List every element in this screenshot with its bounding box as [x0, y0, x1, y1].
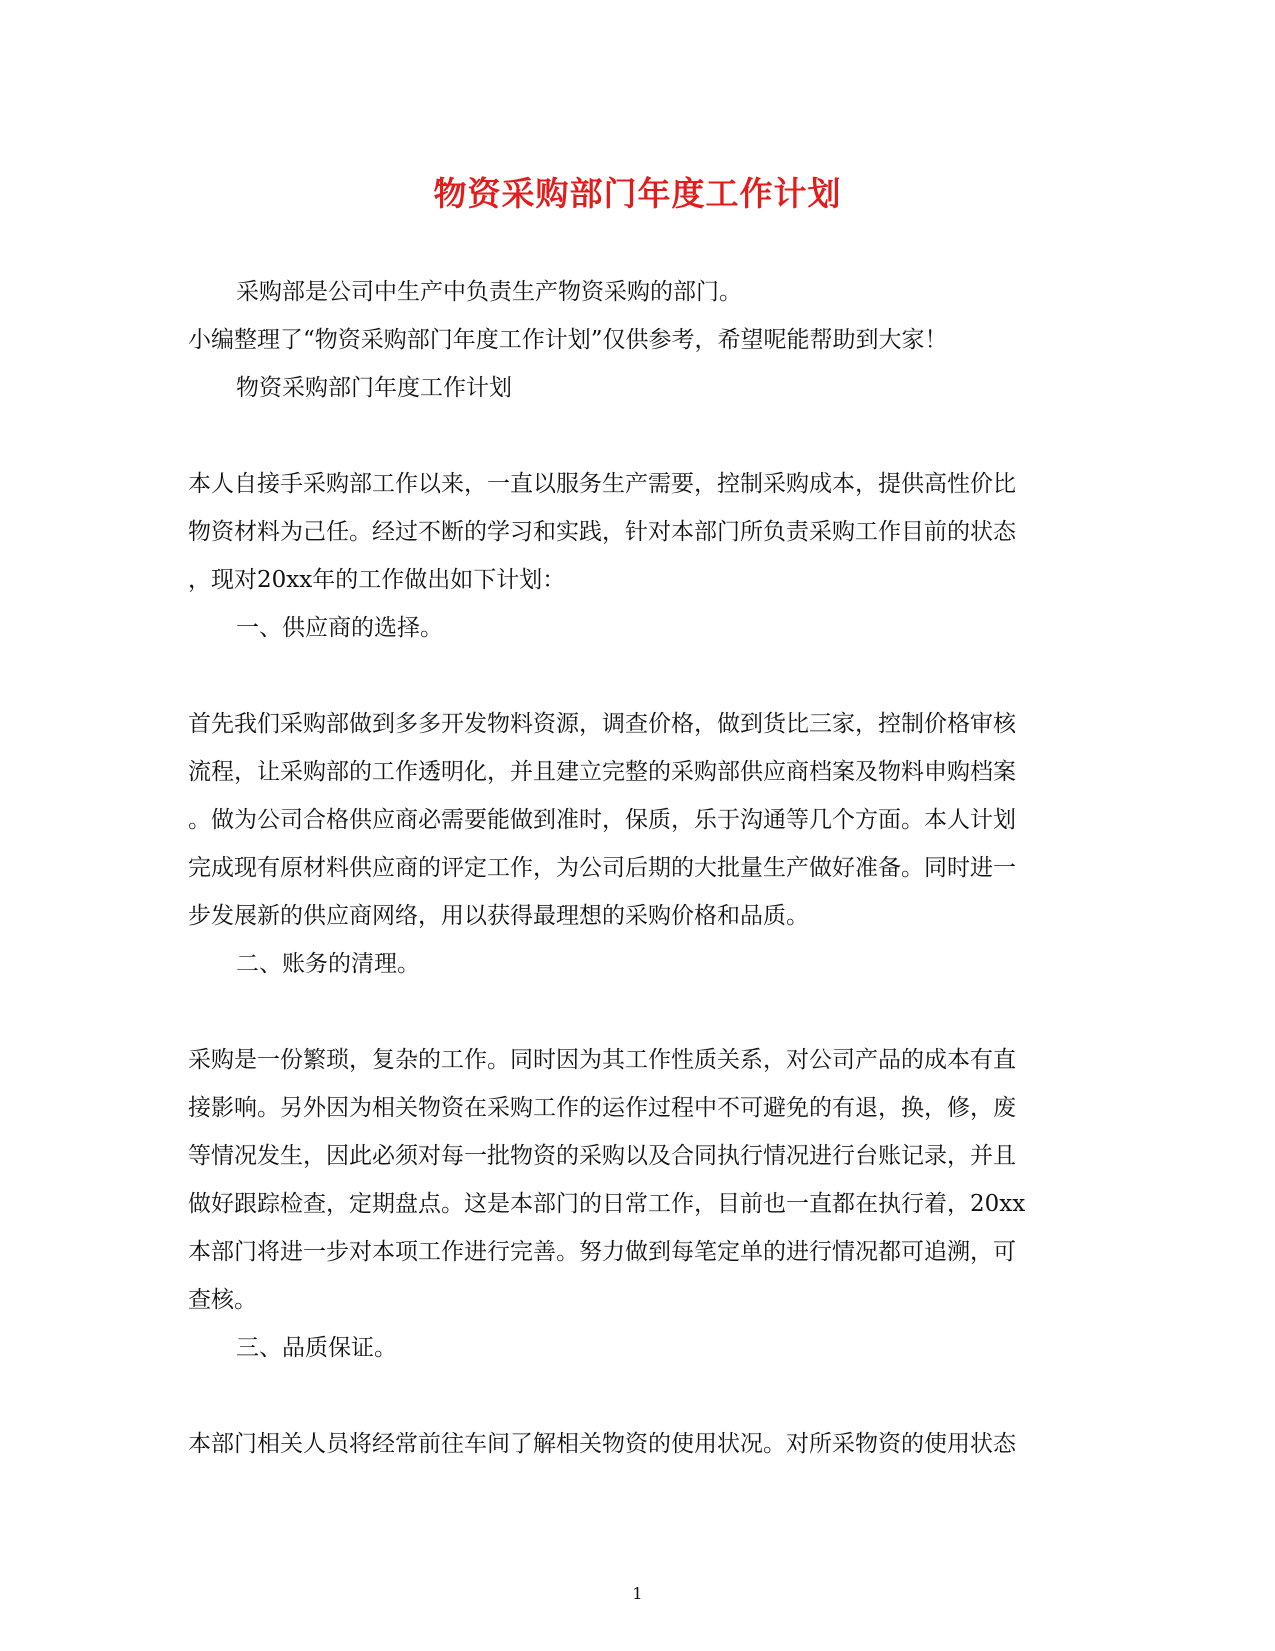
paragraph-line: 查核。	[188, 1287, 257, 1313]
paragraph-line: 采购是一份繁琐，复杂的工作。同时因为其工作性质关系，对公司产品的成本有直	[188, 1047, 1016, 1073]
paragraph-line: 首先我们采购部做到多多开发物料资源，调查价格，做到货比三家，控制价格审核	[188, 711, 1016, 737]
paragraph-line: 本部门相关人员将经常前往车间了解相关物资的使用状况。对所采物资的使用状态	[188, 1431, 1016, 1457]
paragraph-line: 做好跟踪检查，定期盘点。这是本部门的日常工作，目前也一直都在执行着，20xx	[188, 1191, 1026, 1217]
section-heading: 二、账务的清理。	[236, 951, 420, 977]
intro-line: 采购部是公司中生产中负责生产物资采购的部门。	[236, 279, 742, 305]
paragraph-line: 步发展新的供应商网络，用以获得最理想的采购价格和品质。	[188, 903, 809, 929]
subtitle-line: 物资采购部门年度工作计划	[236, 375, 512, 401]
paragraph-line: 物资材料为己任。经过不断的学习和实践，针对本部门所负责采购工作目前的状态	[188, 519, 1016, 545]
blank-line	[188, 988, 1088, 1036]
document-body	[188, 268, 1088, 1468]
paragraph-line: 。做为公司合格供应商必需要能做到准时，保质，乐于沟通等几个方面。本人计划	[188, 807, 1016, 833]
paragraph-line: 本人自接手采购部工作以来，一直以服务生产需要，控制采购成本，提供高性价比	[188, 471, 1016, 497]
intro-line: 小编整理了“物资采购部门年度工作计划”仅供参考，希望呢能帮助到大家！	[188, 327, 948, 353]
blank-line	[188, 652, 1088, 700]
blank-line	[188, 1372, 1088, 1420]
paragraph-line: 本部门将进一步对本项工作进行完善。努力做到每笔定单的进行情况都可追溯，可	[188, 1239, 1016, 1265]
page-number: 1	[632, 1584, 643, 1603]
document-title: 物资采购部门年度工作计划	[433, 174, 842, 213]
blank-line	[188, 412, 1088, 460]
paragraph-line: 流程，让采购部的工作透明化，并且建立完整的采购部供应商档案及物料申购档案	[188, 759, 1016, 785]
paragraph-line: 等情况发生，因此必须对每一批物资的采购以及合同执行情况进行台账记录，并且	[188, 1143, 1016, 1169]
paragraph-line: ，现对20xx年的工作做出如下计划：	[188, 567, 566, 593]
section-heading: 三、品质保证。	[236, 1335, 397, 1361]
paragraph-line: 完成现有原材料供应商的评定工作，为公司后期的大批量生产做好准备。同时进一	[188, 855, 1016, 881]
section-heading: 一、供应商的选择。	[236, 615, 443, 641]
paragraph-line: 接影响。另外因为相关物资在采购工作的运作过程中不可避免的有退，换，修，废	[188, 1095, 1016, 1121]
